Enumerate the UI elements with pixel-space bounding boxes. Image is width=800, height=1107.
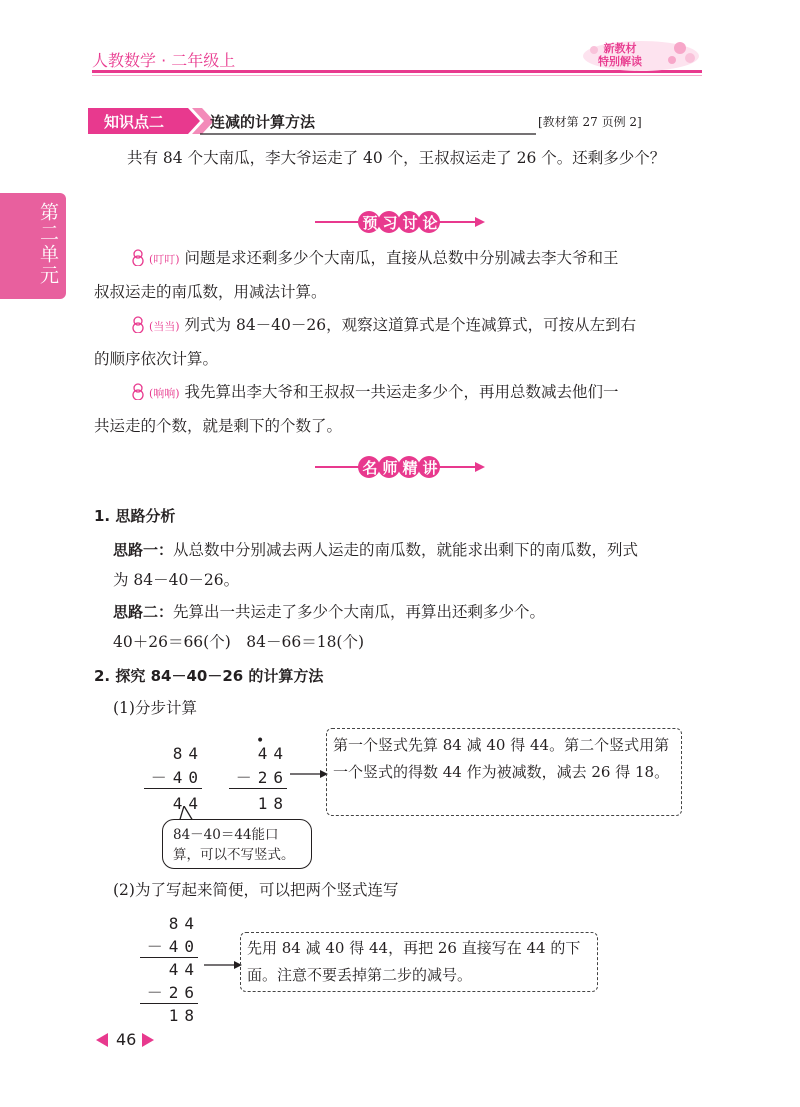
preview-banner-char: 论: [422, 214, 438, 232]
calc-a-rule: [144, 788, 202, 789]
badge-line2: 特别解读: [598, 55, 642, 68]
next-page-icon[interactable]: [140, 1032, 156, 1048]
idea-1-text: 从总数中分别减去两人运走的南瓜数，就能求出剩下的南瓜数，列式: [173, 541, 639, 559]
calc-c-row3: 44: [168, 960, 200, 979]
teacher-banner-char: 名: [362, 459, 378, 477]
calc-b-subtrahend: －26: [235, 768, 289, 787]
calc-c-row4: －26: [146, 983, 200, 1002]
calc-c-row2: －40: [146, 937, 200, 956]
idea-2-text: 先算出一共运走了多少个大南瓜，再算出还剩多少个。: [173, 603, 546, 621]
discussion-item-3: [127, 380, 619, 406]
discussion-text-line1: 列式为 84－40－26，观察这道算式是个连减算式，可按从左到右: [184, 316, 637, 334]
calc-b-result: 18: [257, 794, 289, 813]
calc-c-row1: 84: [168, 914, 200, 933]
header-rule-thin: [92, 75, 702, 76]
teacher-banner-char: 师: [382, 459, 398, 477]
problem-statement: 共有 84 个大南瓜，李大爷运走了 40 个，王叔叔运走了 26 个。还剩多少个？: [127, 149, 666, 167]
discussion-item-1: [127, 246, 619, 272]
snowman-icon: [127, 382, 149, 400]
calc-c-rule-1: [140, 957, 198, 958]
previous-page-icon[interactable]: [94, 1032, 110, 1048]
discussion-text-line1: 我先算出李大爷和王叔叔一共运走多少个，再用总数减去他们一: [184, 383, 619, 401]
badge-text: [598, 42, 642, 68]
calc-a-result: 44: [172, 794, 204, 813]
arrow-right-icon: [290, 768, 328, 780]
preview-banner-char: 习: [382, 214, 398, 232]
calc-c-rule-2: [140, 1003, 198, 1004]
preview-banner: [315, 207, 485, 237]
knowledge-point-title: 连减的计算方法: [210, 113, 316, 131]
calc-c-row5: 18: [168, 1006, 200, 1025]
discussion-text-line2: 的顺序依次计算。: [94, 350, 219, 368]
teacher-banner-char: 精: [402, 459, 418, 477]
vertical-calc-b: [229, 742, 289, 816]
knowledge-point-label: 知识点二: [104, 113, 165, 131]
explanation-box-1: 第一个竖式先算 84 减 40 得 44。第二个竖式用第一个竖式的得数 44 作为被减数，减去 26 得 18。: [326, 728, 682, 816]
discussion-text-line1: 问题是求还剩多少个大南瓜，直接从总数中分别减去李大爷和王: [184, 249, 619, 267]
speaker-label: (响响): [149, 387, 180, 400]
vertical-calc-a: [144, 742, 204, 816]
idea-2: [113, 600, 545, 624]
badge-line1: 新教材: [603, 42, 637, 55]
section-2-heading: 2. 探究 84－40－26 的计算方法: [94, 667, 324, 685]
section-1-heading: 1. 思路分析: [94, 507, 176, 525]
idea-1-label: 思路一：: [113, 541, 174, 559]
preview-banner-char: 预: [362, 214, 378, 232]
explanation-box-2: 先用 84 减 40 得 44，再把 26 直接写在 44 的下面。注意不要丢掉第二步的减号。: [240, 932, 598, 992]
step-2-title: (2)为了写起来简便，可以把两个竖式连写: [113, 881, 399, 899]
idea-1: [113, 538, 638, 562]
textbook-reference: [教材第 27 页例 2]: [538, 115, 642, 129]
snowman-icon: [127, 248, 149, 266]
calc-a-subtrahend: －40: [150, 768, 204, 787]
speech-bubble: 84－40＝44能口算，可以不写竖式。: [162, 819, 312, 869]
vertical-calc-c: [140, 912, 200, 1027]
idea-2-label: 思路二：: [113, 603, 174, 621]
borrow-dot: •: [256, 733, 265, 749]
preview-banner-char: 讨: [402, 214, 418, 232]
page-number: 46: [116, 1030, 137, 1049]
teacher-banner-char: 讲: [422, 459, 438, 477]
discussion-text-line2: 叔叔运走的南瓜数，用减法计算。: [94, 283, 327, 301]
teacher-banner: [315, 452, 485, 482]
arrow-right-icon: [204, 959, 242, 971]
step-1-title: (1)分步计算: [113, 699, 197, 717]
discussion-text-line2: 共运走的个数，就是剩下的个数了。: [94, 417, 343, 435]
calc-b-minuend: 44: [257, 744, 289, 763]
calc-b-rule: [229, 788, 287, 789]
speaker-label: (当当): [149, 320, 180, 333]
idea-1-line2: 为 84－40－26。: [113, 571, 240, 589]
speaker-label: (叮叮): [149, 253, 180, 266]
snowman-icon: [127, 315, 149, 333]
unit-side-tab-label: 第二单元: [37, 202, 59, 286]
calc-a-minuend: 84: [172, 744, 204, 763]
header-title: 人教数学 · 二年级上: [92, 51, 236, 70]
discussion-item-2: [127, 313, 636, 339]
idea-2-calculation: 40＋26＝66(个) 84－66＝18(个): [113, 633, 365, 651]
